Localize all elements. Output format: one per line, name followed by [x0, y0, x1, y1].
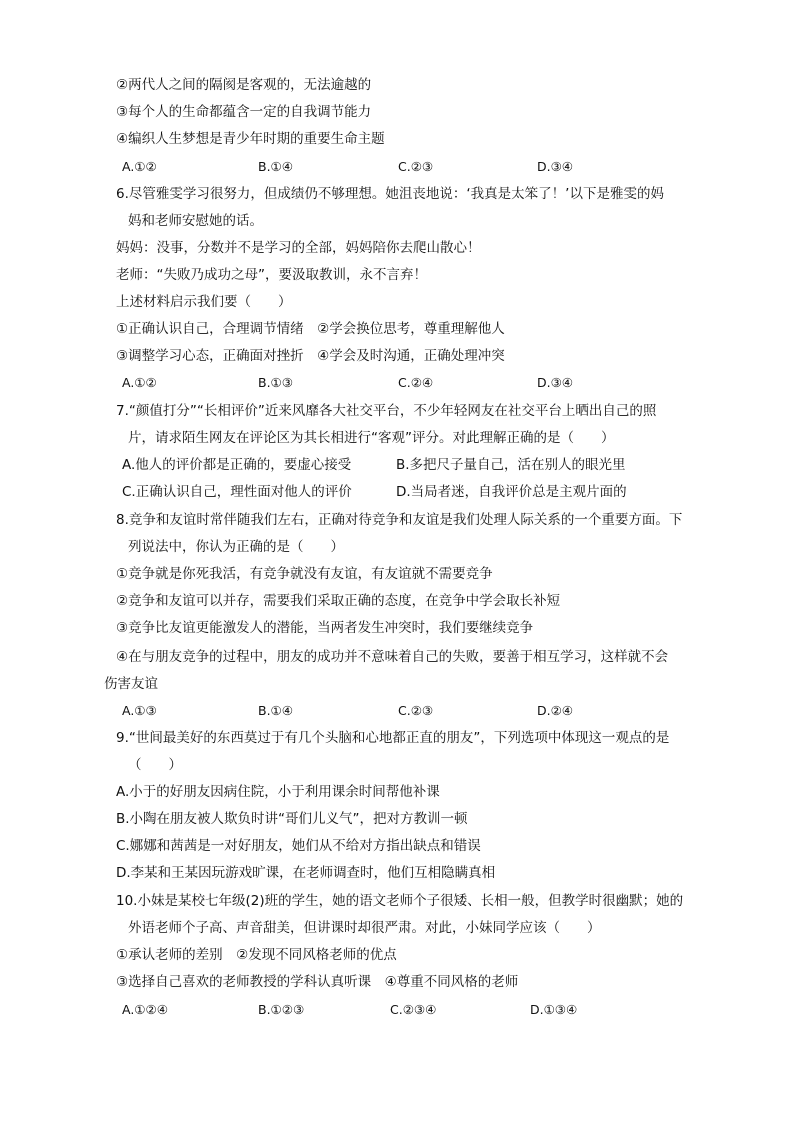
- q8-option-a: A.①③: [122, 703, 157, 718]
- q9-stem-line1: 9.“世间最美好的东西莫过于有几个头脑和心地都正直的朋友”，下列选项中体现这一观点的是: [116, 730, 670, 746]
- q5-statement-4: ④编织人生梦想是青少年时期的重要生命主题: [116, 131, 385, 147]
- q10-option-c: C.②③④: [390, 1002, 437, 1017]
- q6-teacher-quote: 老师：“失败乃成功之母”，要汲取教训，永不言弃！: [116, 267, 427, 283]
- q8-option-b: B.①④: [258, 703, 293, 718]
- q8-option-d: D.②④: [537, 703, 574, 718]
- q6-option-c: C.②④: [398, 375, 434, 390]
- q8-stem-line2: 列说法中，你认为正确的是（ ）: [128, 539, 344, 555]
- q7-option-d: D.当局者迷，自我评价总是主观片面的: [396, 484, 627, 500]
- q8-option-c: C.②③: [398, 703, 434, 718]
- q7-stem-line2: 片，请求陌生网友在评论区为其长相进行“客观”评分。对此理解正确的是（ ）: [128, 430, 615, 446]
- q8-statement-4-line1: ④在与朋友竞争的过程中，朋友的成功并不意味着自己的失败，要善于相互学习，这样就不会: [116, 649, 669, 665]
- q8-statement-4-line2: 伤害友谊: [104, 676, 158, 692]
- q8-statement-1: ①竞争就是你死我活，有竞争就没有友谊，有友谊就不需要竞争: [116, 566, 493, 582]
- q10-option-d: D.①③④: [530, 1002, 578, 1017]
- q6-stem-line2: 妈和老师安慰她的话。: [128, 213, 263, 229]
- q6-option-d: D.③④: [537, 375, 574, 390]
- q10-statements-1-2: ①承认老师的差别 ②发现不同风格老师的优点: [116, 947, 397, 963]
- q10-stem-line2: 外语老师个子高、声音甜美，但讲课时却很严肃。对此，小妹同学应该（ ）: [128, 920, 601, 936]
- q10-option-a: A.①②④: [122, 1002, 168, 1017]
- q5-option-b: B.①④: [258, 159, 293, 174]
- q8-statement-2: ②竞争和友谊可以并存，需要我们采取正确的态度，在竞争中学会取长补短: [116, 593, 561, 609]
- q8-stem-line1: 8.竞争和友谊时常伴随我们左右，正确对待竞争和友谊是我们处理人际关系的一个重要方面。下: [116, 512, 683, 528]
- q10-option-b: B.①②③: [258, 1002, 305, 1017]
- q9-option-d: D.李某和王某因玩游戏旷课，在老师调查时，他们互相隐瞒真相: [116, 865, 496, 881]
- q7-option-b: B.多把尺子量自己，活在别人的眼光里: [396, 457, 626, 473]
- q9-option-b: B.小陶在朋友被人欺负时讲“哥们儿义气”，把对方教训一顿: [116, 811, 468, 827]
- q10-stem-line1: 10.小妹是某校七年级(2)班的学生，她的语文老师个子很矮、长相一般，但教学时很幽默；她的: [116, 893, 684, 909]
- q6-option-a: A.①②: [122, 375, 157, 390]
- q5-statement-2: ②两代人之间的隔阂是客观的，无法逾越的: [116, 77, 372, 93]
- q9-stem-line2: （ ）: [128, 757, 182, 773]
- q9-option-a: A.小于的好朋友因病住院，小于利用课余时间帮他补课: [116, 784, 440, 800]
- q6-question: 上述材料启示我们要（ ）: [116, 294, 292, 310]
- q6-stem-line1: 6.尽管雅雯学习很努力，但成绩仍不够理想。她沮丧地说：‘我真是太笨了！’以下是雅雯的妈: [116, 186, 664, 202]
- q5-option-c: C.②③: [398, 159, 434, 174]
- q7-stem-line1: 7.“颜值打分”“长相评价”近来风靡各大社交平台，不少年轻网友在社交平台上晒出自己的照: [116, 403, 657, 419]
- q7-option-c: C.正确认识自己，理性面对他人的评价: [122, 484, 352, 500]
- q8-statement-3: ③竞争比友谊更能激发人的潜能，当两者发生冲突时，我们要继续竞争: [116, 620, 534, 636]
- q5-statement-3: ③每个人的生命都蕴含一定的自我调节能力: [116, 104, 372, 120]
- q6-statements-3-4: ③调整学习心态，正确面对挫折 ④学会及时沟通，正确处理冲突: [116, 348, 505, 364]
- q9-option-c: C.娜娜和茜茜是一对好朋友，她们从不给对方指出缺点和错误: [116, 838, 481, 854]
- q10-statements-3-4: ③选择自己喜欢的老师教授的学科认真听课 ④尊重不同风格的老师: [116, 974, 519, 990]
- q6-mom-quote: 妈妈：没事，分数并不是学习的全部，妈妈陪你去爬山散心！: [116, 240, 481, 256]
- q5-option-d: D.③④: [537, 159, 574, 174]
- q7-option-a: A.他人的评价都是正确的，要虚心接受: [122, 457, 352, 473]
- q5-option-a: A.①②: [122, 159, 157, 174]
- q6-option-b: B.①③: [258, 375, 293, 390]
- q6-statements-1-2: ①正确认识自己，合理调节情绪 ②学会换位思考，尊重理解他人: [116, 321, 505, 337]
